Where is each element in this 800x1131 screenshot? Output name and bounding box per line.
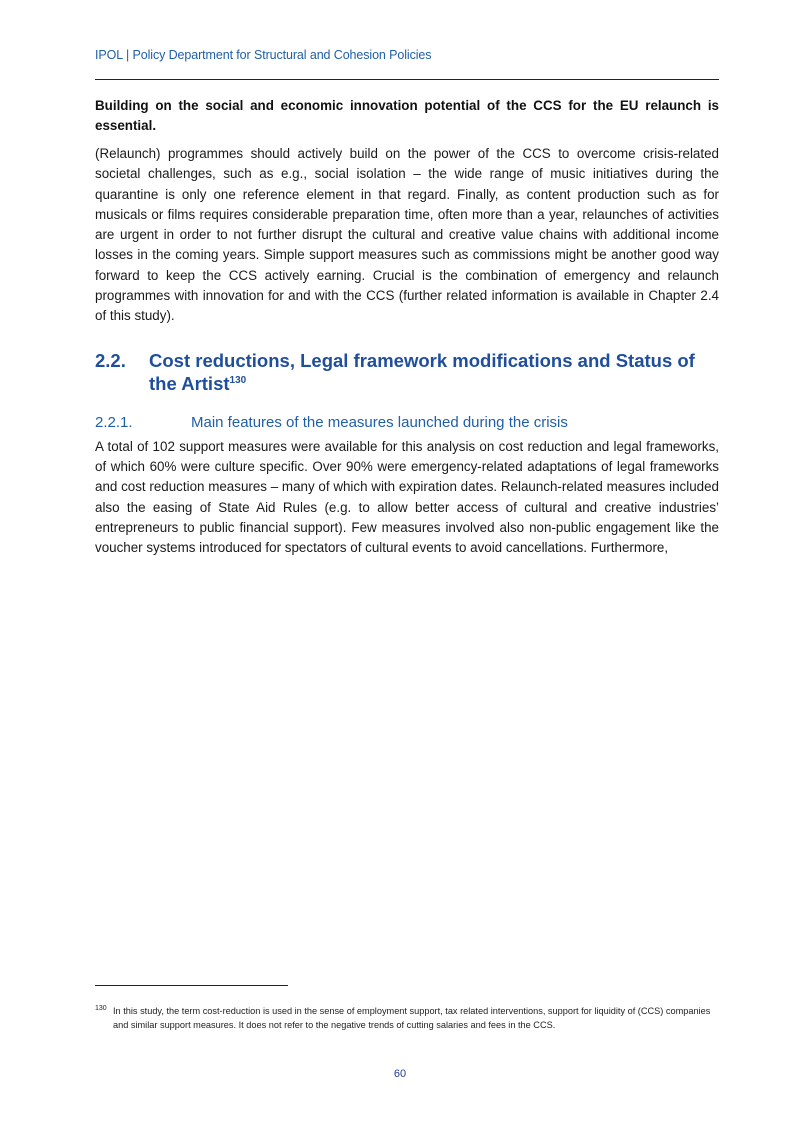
section-number: 2.2.: [95, 349, 126, 371]
subsection-heading: [95, 413, 719, 433]
section-heading: [95, 349, 719, 395]
body-paragraph: A total of 102 support measures were available for this analysis on cost reduction and legal frameworks, of which 60% were culture specific. Over 90% were emergency-related adaptations of legal frameworks and cost reduction measures – many of which with expiration dates. Relaunch-related measures included also the easing of State Aid Rules (e.g. to allow better access of cultural and creative industries’ entrepreneurs to public financial support). Few measures involved also non-public engagement like the voucher systems introduced for spectators of cultural events to avoid cancellations. Furthermore,: [95, 438, 719, 556]
running-header: IPOL | Policy Department for Structural and Cohesion Policies: [95, 48, 432, 62]
footnote-reference[interactable]: 130: [229, 374, 247, 386]
header-divider: [95, 79, 719, 80]
footnote-number: 130: [95, 1005, 107, 1012]
section-title-wrapper: [149, 349, 719, 395]
section-title: Cost reductions, Legal framework modifications and Status of the Artist: [149, 349, 695, 394]
footnote: [95, 1004, 719, 1032]
page-content: [95, 96, 719, 558]
footnote-text: In this study, the term cost-reduction is used in the sense of employment support, tax related interventions, support for liquidity of (CCS) companies and similar support measures. It does not refer to the negative trends of cutting salaries and fees in the CCS.: [113, 1006, 711, 1030]
subsection-title: Main features of the measures launched during the crisis: [191, 413, 568, 431]
footnote-divider: [95, 985, 288, 986]
page-number: 60: [393, 1068, 407, 1080]
body-paragraph: (Relaunch) programmes should actively build on the power of the CCS to overcome crisis-related societal challenges, such as e.g., social isolation – the wide range of music initiatives during the quarantine is only one reference element in that regard. Finally, as content production such as for musicals or films requires considerable preparation time, often more than a year, relaunches of activities are urgent in order to not further disrupt the cultural and creative value chains with additional income losses in the coming years. Simple support measures such as commissions might be another good way forward to keep the CCS actively earning. Crucial is the combination of emergency and relaunch programmes with innovation for and with the CCS (further related information is available in Chapter 2.4 of this study).: [95, 146, 719, 324]
bold-lead-statement: Building on the social and economic innovation potential of the CCS for the EU relaunch is essential.: [95, 98, 719, 133]
subsection-number: 2.2.1.: [95, 413, 133, 431]
